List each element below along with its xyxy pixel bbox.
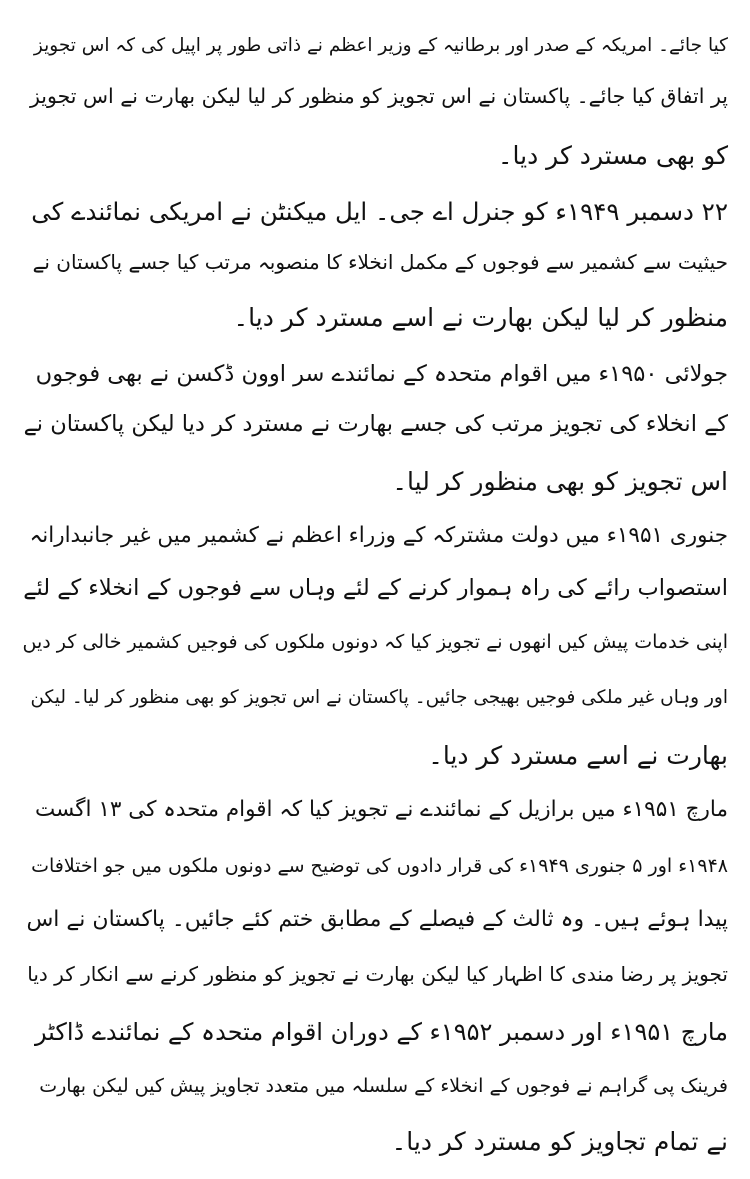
text-line: کو بھی مسترد کر دیا۔ bbox=[497, 141, 728, 170]
text-line: منظور کر لیا لیکن بھارت نے اسے مسترد کر دیا۔ bbox=[233, 303, 728, 332]
text-line: نے تمام تجاویز کو مسترد کر دیا۔ bbox=[391, 1127, 728, 1156]
text-line: ۲۲ دسمبر ۱۹۴۹ء کو جنرل اے جی۔ ایل میکنٹن نے امریکی نمائندے کی bbox=[31, 197, 728, 226]
text-line: استصواب رائے کی راہ ہموار کرنے کے لئے وہاں سے فوجوں کے انخلاء کے لئے bbox=[23, 575, 728, 601]
text-line: جولائی ۱۹۵۰ء میں اقوام متحدہ کے نمائندے سر اوون ڈکسن نے بھی فوجوں bbox=[35, 361, 728, 387]
text-line: اپنی خدمات پیش کیں انھوں نے تجویز کیا کہ دونوں ملکوں کی فوجیں کشمیر خالی کر دیں bbox=[22, 631, 728, 653]
text-line: پر اتفاق کیا جائے۔ پاکستان نے اس تجویز کو منظور کر لیا لیکن بھارت نے اس تجویز bbox=[29, 84, 728, 108]
text-line: پیدا ہوئے ہیں۔ وہ ثالث کے فیصلے کے مطابق ختم کئے جائیں۔ پاکستان نے اس bbox=[26, 907, 728, 932]
text-line: کے انخلاء کی تجویز مرتب کی جسے بھارت نے مسترد کر دیا لیکن پاکستان نے bbox=[23, 411, 728, 437]
text-line: اور وہاں غیر ملکی فوجیں بھیجی جائیں۔ پاکستان نے اس تجویز کو بھی منظور کر لیا۔ لیکن bbox=[30, 687, 728, 708]
text-line: کیا جائے۔ امریکہ کے صدر اور برطانیہ کے وزیر اعظم نے ذاتی طور پر اپیل کی کہ اس تجویز bbox=[33, 35, 728, 56]
text-line: جنوری ۱۹۵۱ء میں دولت مشترکہ کے وزراء اعظم نے کشمیر میں غیر جانبدارانہ bbox=[29, 523, 728, 548]
text-line: مارچ ۱۹۵۱ء اور دسمبر ۱۹۵۲ء کے دوران اقوام متحدہ کے نمائندے ڈاکٹر bbox=[34, 1018, 728, 1046]
text-line: مارچ ۱۹۵۱ء میں برازیل کے نمائندے نے تجویز کیا کہ اقوام متحدہ کی ۱۳ اگست bbox=[34, 797, 728, 822]
text-line: تجویز پر رضا مندی کا اظہار کیا لیکن بھارت نے تجویز کو منظور کرنے سے انکار کر دیا bbox=[27, 962, 728, 986]
text-line: اس تجویز کو بھی منظور کر لیا۔ bbox=[392, 467, 728, 496]
text-line: حیثیت سے کشمیر سے فوجوں کے مکمل انخلاء کا منصوبہ مرتب کیا جسے پاکستان نے bbox=[32, 250, 728, 274]
text-line: بھارت نے اسے مسترد کر دیا۔ bbox=[428, 741, 728, 770]
text-line: ۱۹۴۸ء اور ۵ جنوری ۱۹۴۹ء کی قرار دادوں کی توضیح سے دونوں ملکوں میں جو اختلافات bbox=[31, 855, 728, 877]
text-line: فرینک پی گراہم نے فوجوں کے انخلاء کے سلسلہ میں متعدد تجاویز پیش کیں لیکن بھارت bbox=[39, 1075, 728, 1097]
